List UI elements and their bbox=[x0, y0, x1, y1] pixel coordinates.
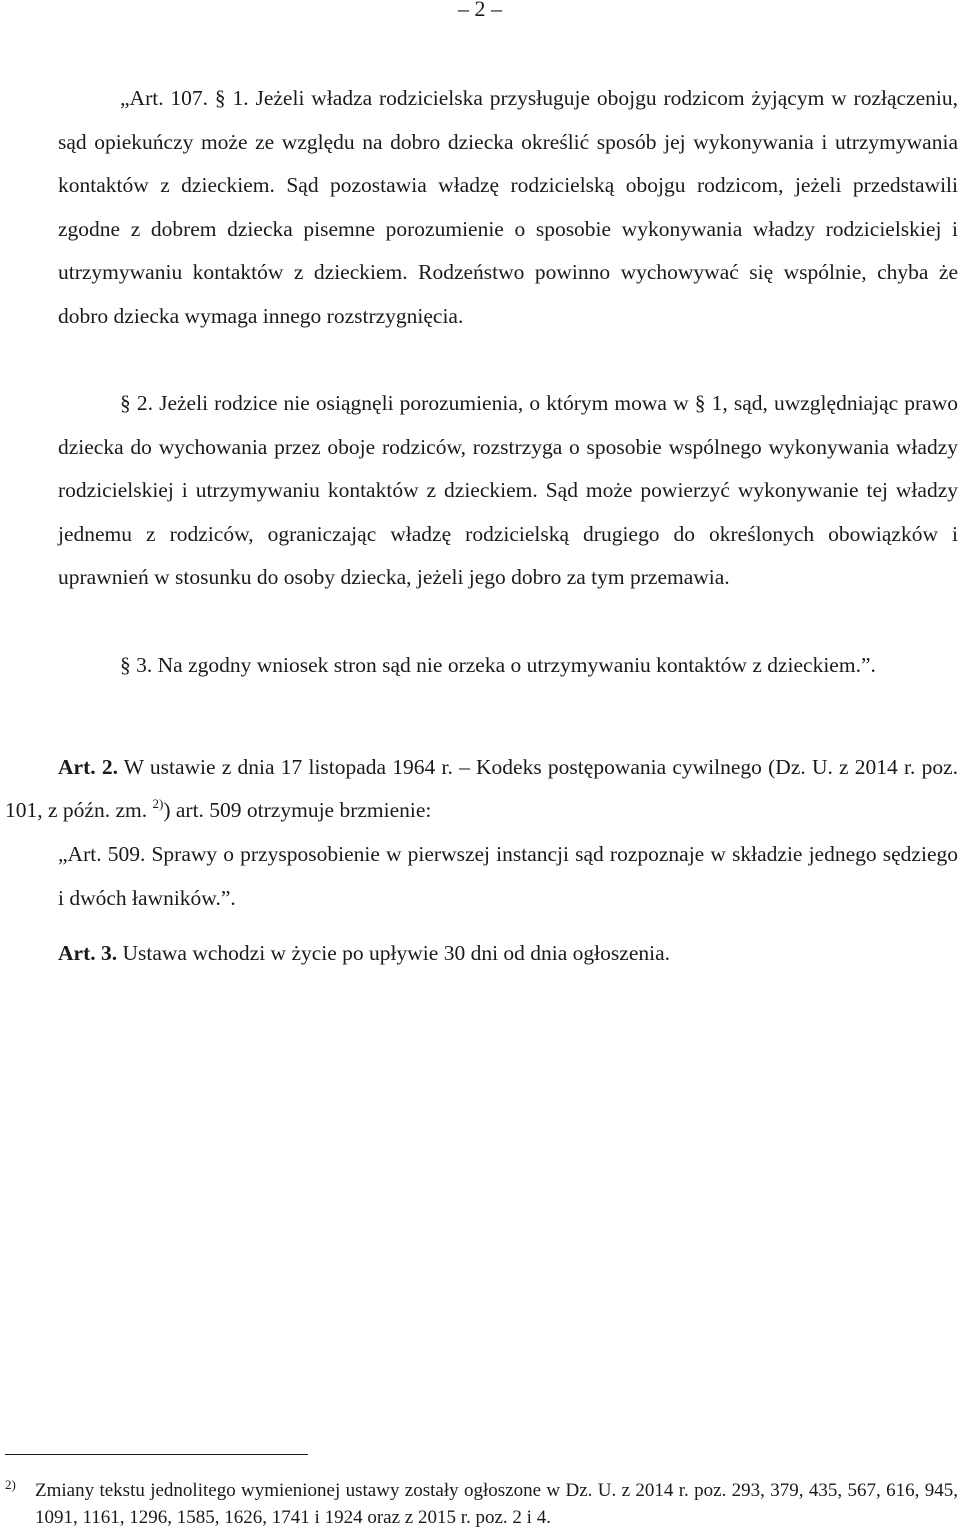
footnote-mark: 2) bbox=[5, 1477, 16, 1492]
art107-paragraph-3 bbox=[58, 644, 958, 688]
article-2-text-after: ) art. 509 otrzymuje brzmienie: bbox=[163, 798, 432, 822]
art107-par1-text: „Art. 107. § 1. Jeżeli władza rodzicielska przysługuje obojgu rodzicom żyjącym w rozłączeniu, sąd opiekuńczy może ze względu na dobro dziecka określić sposób jej wykonywania i utrzymywania kontaktów z dzieckiem. Sąd pozostawia władzę rodzicielską obojgu rodzicom, jeżeli przedstawili zgodne z dobrem dziecka pisemne porozumienie o sposobie wykonywania władzy rodzicielskiej i utrzymywaniu kontaktów z dzieckiem. Rodzeństwo powinno wychowywać się wspólnie, chyba że dobro dziecka wymaga innego rozstrzygnięcia. bbox=[58, 86, 958, 328]
art107-par2-text: § 2. Jeżeli rodzice nie osiągnęli porozumienia, o którym mowa w § 1, sąd, uwzględniając prawo dziecka do wychowania przez oboje rodziców, rozstrzyga o sposobie wspólnego wykonywania władzy rodzicielskiej i utrzymywaniu kontaktów z dzieckiem. Sąd może powierzyć wykonywanie tej władzy jednemu z rodziców, ograniczając władzę rodzicielską drugiego do określonych obowiązków i uprawnień w stosunku do osoby dziecka, jeżeli jego dobro za tym przemawia. bbox=[58, 391, 958, 589]
footnote-text: Zmiany tekstu jednolitego wymienionej ustawy zostały ogłoszone w Dz. U. z 2014 r. poz. 293, 379, 435, 567, 616, 945, 1091, 1161, 1296, 1585, 1626, 1741 i 1924 oraz z 2015 r. poz. 2 i 4. bbox=[35, 1480, 958, 1528]
art107-par3-text: § 3. Na zgodny wniosek stron sąd nie orzeka o utrzymywaniu kontaktów z dzieckiem.”. bbox=[120, 653, 876, 677]
footnote-divider bbox=[5, 1454, 308, 1455]
art107-paragraph-1 bbox=[58, 77, 958, 338]
article-3-body: Ustawa wchodzi w życie po upływie 30 dni od dnia ogłoszenia. bbox=[122, 941, 670, 965]
art509-quote bbox=[58, 833, 958, 920]
article-2-text-before: W ustawie z dnia 17 listopada 1964 r. – Kodeks postępowania cywilnego (Dz. U. z 2014 r. poz. 101, z późn. zm. bbox=[5, 755, 958, 822]
article-2 bbox=[5, 746, 958, 832]
page-number: – 2 – bbox=[458, 0, 502, 21]
footnote bbox=[5, 1477, 958, 1531]
art509-quote-text: „Art. 509. Sprawy o przysposobienie w pierwszej instancji sąd rozpoznaje w składzie jednego sędziego i dwóch ławników.”. bbox=[58, 842, 958, 910]
article-3 bbox=[58, 932, 958, 975]
article-3-text bbox=[58, 932, 958, 975]
article-3-label: Art. 3. bbox=[58, 941, 118, 965]
article-2-text bbox=[5, 746, 958, 832]
footnote-ref[interactable]: 2) bbox=[152, 796, 164, 811]
article-2-label: Art. 2. bbox=[58, 755, 118, 779]
art107-paragraph-2 bbox=[58, 382, 958, 600]
